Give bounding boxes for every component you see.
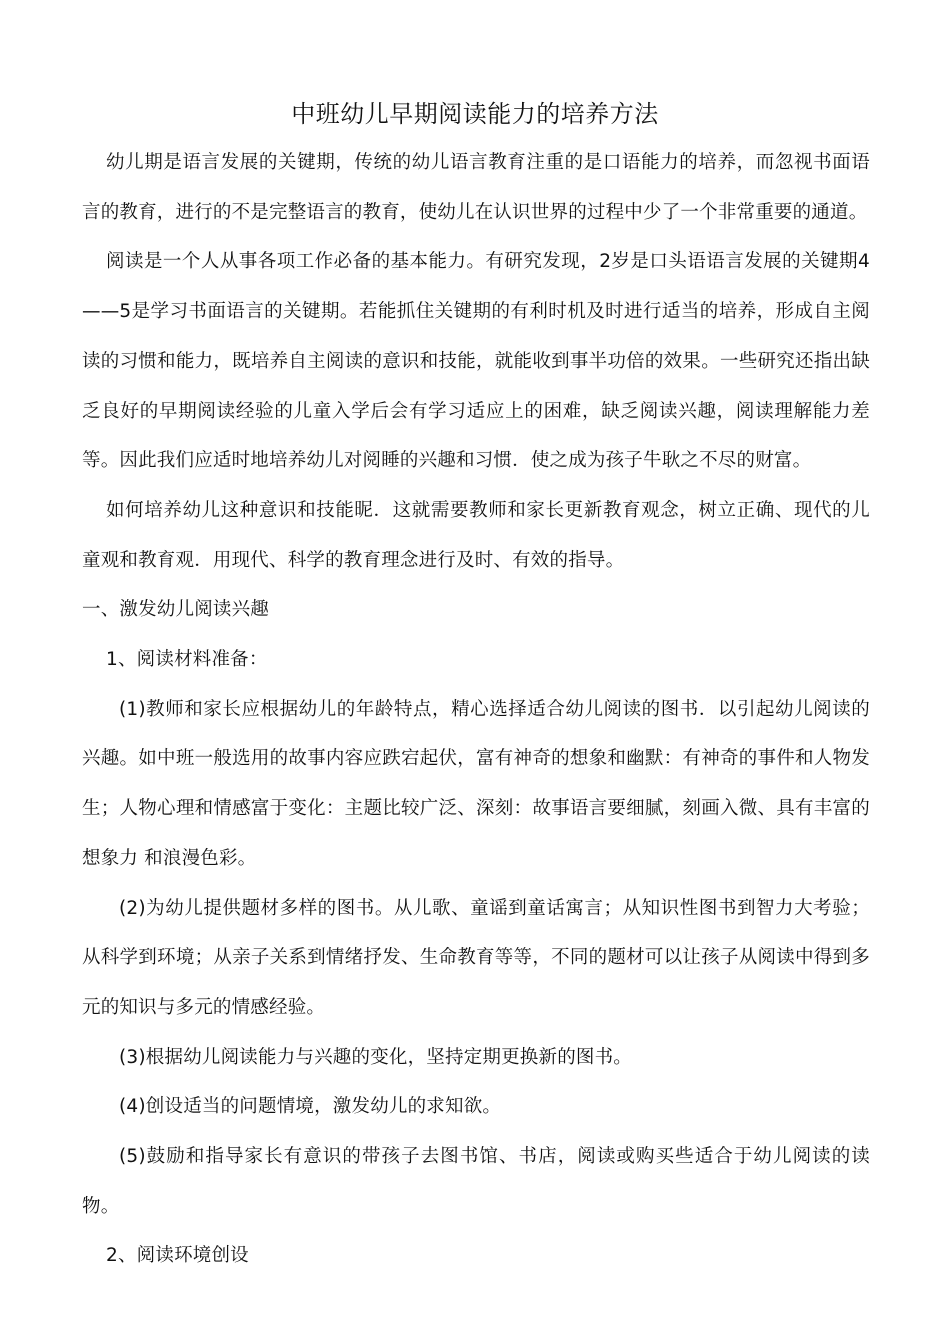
list-item-1: (1)教师和家长应根据幼儿的年龄特点，精心选择适合幼儿阅读的图书．以引起幼儿阅读的兴趣。如中班一般选用的故事内容应跌宕起伏，富有神奇的想象和幽默：有神奇的事件和人物发生；人物心理和情感富于变化：主题比较广泛、深刻：故事语言要细腻，刻画入微、具有丰富的想象力 和浪漫色彩。 [82,698,870,869]
paragraph-intro: 幼儿期是语言发展的关键期，传统的幼儿语言教育注重的是口语能力的培养，而忽视书面语言的教育，进行的不是完整语言的教育，使幼儿在认识世界的过程中少了一个非常重要的通道。 [82,152,870,223]
document-body [82,138,870,1281]
list-item-4: (4)创设适当的问题情境，激发幼儿的求知欲。 [119,1096,502,1118]
paragraph-reading-ability: 阅读是一个人从事各项工作必备的基本能力。有研究发现，2岁是口头语语言发展的关键期4——5是学习书面语言的关键期。若能抓住关键期的有利时机及时进行适当的培养，形成自主阅读的习惯和能力，既培养自主阅读的意识和技能，就能收到事半功倍的效果。一些研究还指出缺乏良好的早期阅读经验的儿童入学后会有学习适应上的困难，缺乏阅读兴趣，阅读理解能力差等。因此我们应适时地培养幼儿对阅睡的兴趣和习惯．使之成为孩子牛耿之不尽的财富。 [82,251,870,472]
subsection-heading-1: 1、阅读材料准备： [106,649,268,671]
section-heading-1: 一、激发幼儿阅读兴趣 [82,599,270,621]
subsection-heading-2: 2、阅读环境创设 [106,1245,249,1267]
list-item-5: (5)鼓励和指导家长有意识的带孩子去图书馆、书店，阅读或购买些适合于幼儿阅读的读物。 [82,1146,870,1217]
paragraph-how-to-cultivate: 如何培养幼儿这种意识和技能昵．这就需要教师和家长更新教育观念，树立正确、现代的儿童观和教育观．用现代、科学的教育理念进行及时、有效的指导。 [82,499,870,571]
list-item-2: (2)为幼儿提供题材多样的图书。从儿歌、童谣到童话寓言；从知识性图书到智力大考验；从科学到环境；从亲子关系到情绪抒发、生命教育等等，不同的题材可以让孩子从阅读中得到多元的知识与多元的情感经验。 [82,897,870,1018]
document-title: 中班幼儿早期阅读能力的培养方法 [291,100,659,128]
list-item-3: (3)根据幼儿阅读能力与兴趣的变化，坚持定期更换新的图书。 [119,1046,633,1068]
